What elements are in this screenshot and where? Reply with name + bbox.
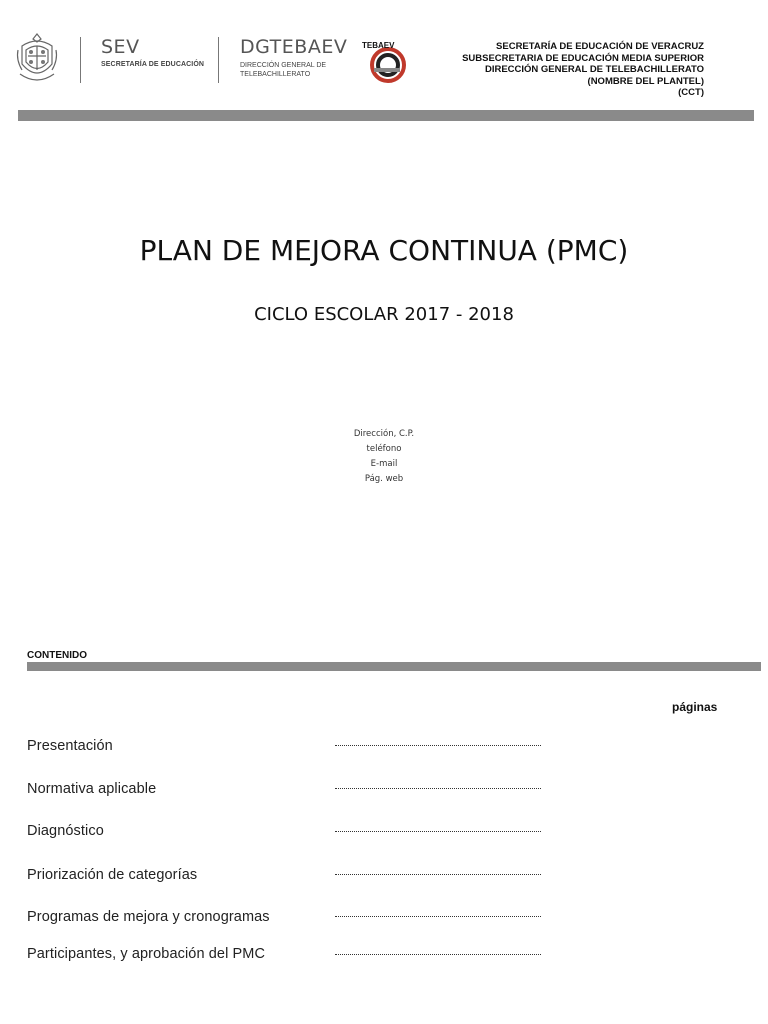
contents-heading: CONTENIDO [27, 650, 87, 661]
dgtebaev-logo-text: DGTEBAEV [240, 36, 348, 58]
toc-leader-dots [335, 742, 541, 746]
toc-leader-dots [335, 951, 541, 955]
veracruz-seal-logo [14, 30, 60, 86]
contact-phone: teléfono [366, 444, 402, 454]
dgtebaev-logo-subtitle: DIRECCIÓN GENERAL DE TELEBACHILLERATO [240, 62, 327, 78]
toc-item[interactable]: Normativa aplicable [27, 781, 157, 797]
org-line: SECRETARÍA DE EDUCACIÓN DE VERACRUZ [496, 41, 704, 52]
school-cycle: CICLO ESCOLAR 2017 - 2018 [254, 304, 514, 325]
tebaev-logo [360, 38, 408, 86]
tebaev-logo-label: TEBAEV [362, 41, 395, 50]
header-divider [80, 37, 81, 83]
toc-item[interactable]: Programas de mejora y cronogramas [27, 909, 270, 925]
contact-email: E-mail [370, 459, 398, 469]
organization-block [462, 41, 704, 99]
contact-web: Pág. web [364, 474, 404, 484]
sev-logo-subtitle: SECRETARÍA DE EDUCACIÓN [101, 61, 205, 68]
contents-rule [27, 662, 761, 671]
org-line: (CCT) [678, 87, 704, 98]
header-rule [18, 110, 754, 121]
toc-leader-dots [335, 828, 541, 832]
contact-address: Dirección, C.P. [353, 429, 415, 439]
toc-leader-dots [335, 871, 541, 875]
toc-item[interactable]: Participantes, y aprobación del PMC [27, 946, 266, 962]
document-title: PLAN DE MEJORA CONTINUA (PMC) [139, 234, 629, 267]
org-line: (NOMBRE DEL PLANTEL) [587, 75, 704, 87]
header-divider [218, 37, 219, 83]
toc-leader-dots [335, 785, 541, 789]
toc-leader-dots [335, 913, 541, 917]
toc-item[interactable]: Priorización de categorías [27, 867, 198, 883]
sev-logo-text: SEV [101, 36, 140, 58]
toc-item[interactable]: Diagnóstico [27, 823, 104, 839]
toc-item[interactable]: Presentación [27, 738, 113, 754]
contact-info [0, 427, 768, 487]
pages-column-label: páginas [672, 700, 718, 714]
org-line: DIRECCIÓN GENERAL DE TELEBACHILLERATO [484, 64, 704, 75]
org-line: SUBSECRETARIA DE EDUCACIÓN MEDIA SUPERIOR [462, 52, 704, 64]
